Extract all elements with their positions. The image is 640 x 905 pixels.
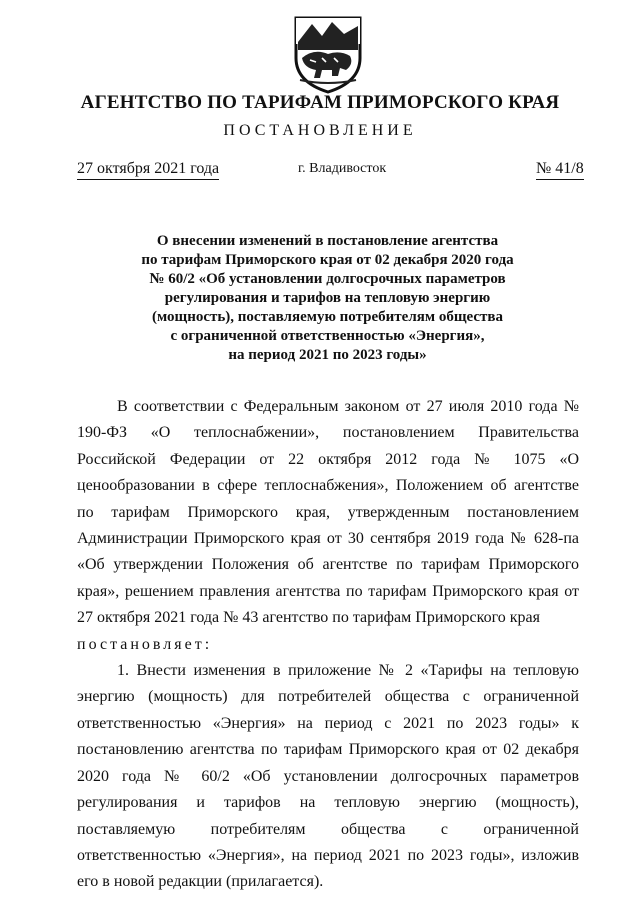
document-body (77, 394, 579, 896)
title-line: с ограниченной ответственностью «Энергия», (170, 328, 485, 344)
item-1-paragraph: 1. Внести изменения в приложение № 2 «Тарифы на тепловую энергию (мощность) для потребителей общества с ограниченной ответственностью «Энергия» на период с 2021 по 2023 годы» к постановлению агентства по тарифам Приморского края от 02 декабря 2020 года № 60/2 «Об установлении долгосрочных параметров регулирования и тарифов на тепловую энергию (мощность), поставляемую потребителям общества с ограниченной ответственностью «Энергия», на период 2021 по 2023 годы», изложив его в новой редакции (прилагается). (77, 662, 579, 891)
document-number: № 41/8 (536, 160, 584, 180)
agency-name: АГЕНТСТВО ПО ТАРИФАМ ПРИМОРСКОГО КРАЯ (80, 92, 560, 113)
title-line: по тарифам Приморского края от 02 декабря 2020 года (141, 252, 514, 268)
document-type: ПОСТАНОВЛЕНИЕ (223, 122, 417, 139)
title-line: на период 2021 по 2023 годы» (228, 347, 427, 363)
coat-of-arms-icon (292, 14, 364, 94)
preamble-paragraph: В соответствии с Федеральным законом от 27 июля 2010 года № 190-ФЗ «О теплоснабжении», постановлением Правительства Российской Федерации от 22 октября 2012 года № 1075 «О ценообразовании в сфере теплоснабжения», Положением об агентстве по тарифам Приморского края, утвержденным постановлением Администрации Приморского края от 30 сентября 2019 года № 628-па «Об утверждении Положения об агентстве по тарифам Приморского края», решением правления агентства по тарифам Приморского края от 27 октября 2021 года № 43 агентство по тарифам Приморского края (77, 398, 579, 627)
resolves-word: постановляет: (77, 635, 213, 653)
document-date: 27 октября 2021 года (77, 160, 219, 180)
document-city: г. Владивосток (298, 161, 387, 176)
title-line: О внесении изменений в постановление агентства (156, 233, 499, 249)
title-line: № 60/2 «Об установлении долгосрочных параметров (149, 271, 506, 287)
title-line: (мощность), поставляемую потребителям общества (152, 309, 503, 325)
document-title (80, 232, 575, 365)
title-line: регулирования и тарифов на тепловую энергию (164, 290, 491, 306)
